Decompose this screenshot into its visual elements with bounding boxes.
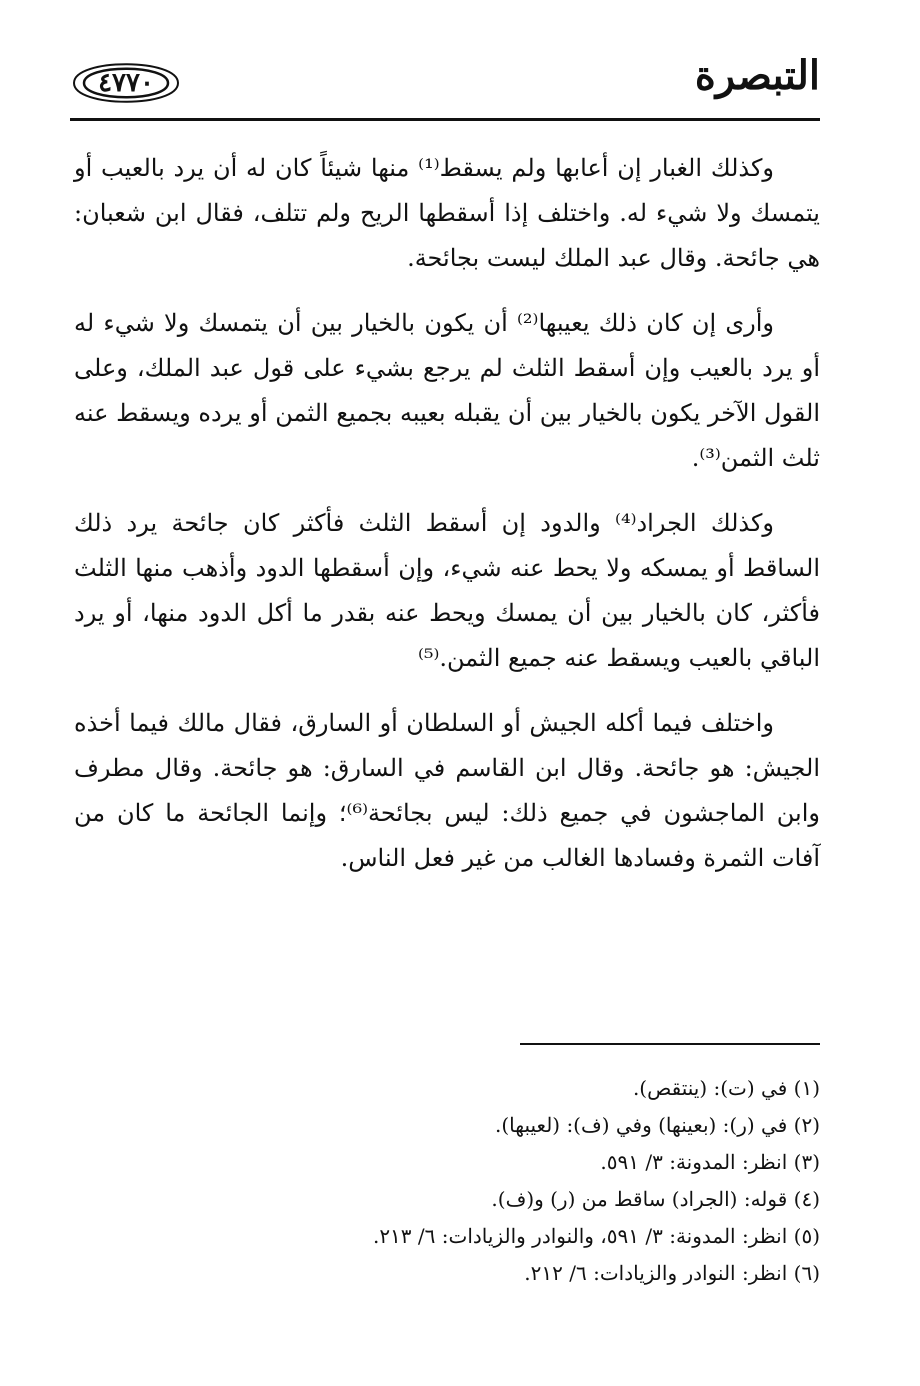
footnote-2: (٢) في (ر): (بعينها) وفي (ف): (لعيبها).: [495, 1113, 820, 1137]
footnote-3: (٣) انظر: المدونة: ٣/ ٥٩١.: [600, 1150, 820, 1174]
footnote-6: (٦) انظر: النوادر والزيادات: ٦/ ٢١٢.: [524, 1261, 820, 1285]
header-rule: [70, 118, 820, 121]
footnote-1: (١) في (ت): (ينتقص).: [632, 1076, 820, 1100]
page-number-frame: [70, 56, 182, 110]
footnote-5: (٥) انظر: المدونة: ٣/ ٥٩١، والنوادر والزيادات: ٦/ ٢١٣.: [372, 1224, 820, 1248]
page-number: ٤٧٧٠: [98, 68, 154, 98]
footnote-separator: [520, 1043, 820, 1045]
paragraph-2: وأرى إن كان ذلك يعيبها⁽²⁾ أن يكون بالخيار بين أن يتمسك ولا شيء له أو يرد بالعيب وإن أسقط الثلث لم يرجع بشيء على قول عبد الملك، وعلى القول الآخر يكون بالخيار بين أن يقبله بعيبه بجميع الثمن أو يرده ويسقط عنه ثلث الثمن⁽³⁾.: [74, 309, 820, 472]
footnotes: [74, 1070, 820, 1292]
paragraph-3: وكذلك الجراد⁽⁴⁾ والدود إن أسقط الثلث فأكثر كان جائحة يرد ذلك الساقط أو يمسكه ولا يحط عنه شيء، وإن أسقطها الدود وأذهب منها الثلث فأكثر، كان بالخيار بين أن يمسك ويحط عنه بقدر ما أكل الدود منها، أو يرد الباقي بالعيب ويسقط عنه جميع الثمن.⁽⁵⁾: [74, 509, 820, 672]
book-title: التبصرة: [694, 52, 820, 99]
page-header: [70, 48, 820, 124]
main-text: [74, 146, 820, 901]
paragraph-4: واختلف فيما أكله الجيش أو السلطان أو السارق، فقال مالك فيما أخذه الجيش: هو جائحة. وقال ابن القاسم في السارق: هو جائحة. وقال مطرف وابن الماجشون في جميع ذلك: ليس بجائحة⁽⁶⁾؛ وإنما الجائحة ما كان من آفات الثمرة وفسادها الغالب من غير فعل الناس.: [74, 709, 820, 872]
paragraph-1: وكذلك الغبار إن أعابها ولم يسقط⁽¹⁾ منها شيئاً كان له أن يرد بالعيب أو يتمسك ولا شيء له. واختلف إذا أسقطها الريح ولم تتلف، فقال ابن شعبان: هي جائحة. وقال عبد الملك ليست بجائحة.: [74, 154, 820, 272]
footnote-4: (٤) قوله: (الجراد) ساقط من (ر) و(ف).: [491, 1187, 820, 1211]
